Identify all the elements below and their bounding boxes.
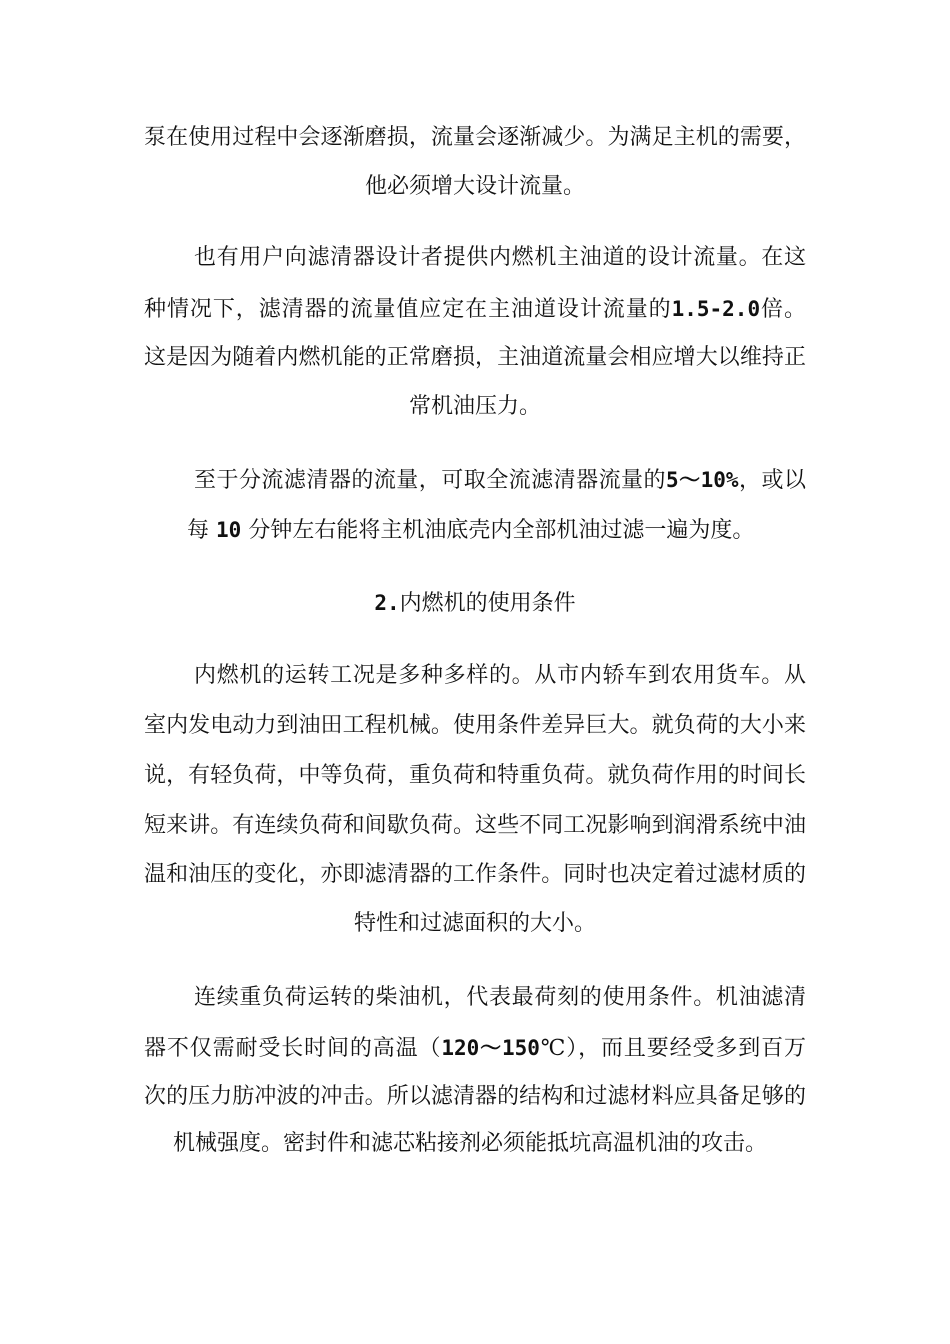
para5-line2-num: 120～150 xyxy=(441,1036,540,1060)
para3-line2 xyxy=(187,515,787,546)
para3-line2-post: 分钟左右能将主机油底壳内全部机油过滤一遍为度。 xyxy=(248,518,755,543)
para2-line1: 也有用户向滤清器设计者提供内燃机主油道的设计流量。在这 xyxy=(194,245,806,270)
para2-line2-post: 倍。 xyxy=(760,297,806,322)
para5-line1: 连续重负荷运转的柴油机，代表最荷刻的使用条件。机油滤清 xyxy=(194,985,806,1010)
para3-line1-num: 5～10% xyxy=(666,468,739,492)
para4-line1: 内燃机的运转工况是多种多样的。从市内轿车到农用货车。从 xyxy=(194,663,806,688)
para3-line1 xyxy=(194,465,806,496)
section-heading xyxy=(144,588,806,619)
para2-line4: 常机油压力。 xyxy=(408,394,541,419)
para3-line2-pre: 每 xyxy=(187,518,210,543)
para4-line6: 特性和过滤面积的大小。 xyxy=(353,911,596,936)
para5-line2-post: ℃），而且要经受多到百万 xyxy=(539,1036,806,1061)
para5-line2 xyxy=(144,1033,806,1064)
para4-line3: 说，有轻负荷，中等负荷，重负荷和特重负荷。就负荷作用的时间长 xyxy=(144,763,806,788)
para3-line1-pre: 至于分流滤清器的流量，可取全流滤清器流量的 xyxy=(194,468,667,493)
para4-line5: 温和油压的变化，亦即滤清器的工作条件。同时也决定着过滤材质的 xyxy=(144,862,806,887)
para3-line2-num: 10 xyxy=(216,518,242,542)
section-heading-number: 2. xyxy=(374,591,400,615)
para2-line3: 这是因为随着内燃机能的正常磨损，主油道流量会相应增大以维持正 xyxy=(144,345,806,370)
section-heading-text: 内燃机的使用条件 xyxy=(399,591,576,616)
para2-line2 xyxy=(144,294,806,325)
para1-line2: 他必须增大设计流量。 xyxy=(364,174,585,199)
para5-line2-pre: 器不仅需耐受长时间的高温（ xyxy=(144,1036,442,1061)
para4-line2: 室内发电动力到油田工程机械。使用条件差异巨大。就负荷的大小来 xyxy=(144,713,806,738)
para5-line3: 次的压力肪冲波的冲击。所以滤清器的结构和过滤材料应具备足够的 xyxy=(144,1084,806,1109)
para1-line1: 泵在使用过程中会逐渐磨损，流量会逐渐减少。为满足主机的需要， xyxy=(144,125,806,150)
para3-line1-post: ，或以 xyxy=(738,468,806,493)
para4-line4: 短来讲。有连续负荷和间歇负荷。这些不同工况影响到润滑系统中油 xyxy=(144,813,806,838)
para2-line2-num: 1.5-2.0 xyxy=(671,297,761,321)
para2-line2-pre: 种情况下，滤清器的流量值应定在主油道设计流量的 xyxy=(144,297,672,322)
para5-line4: 机械强度。密封件和滤芯粘接剂必须能抵坑高温机油的攻击。 xyxy=(173,1131,768,1156)
